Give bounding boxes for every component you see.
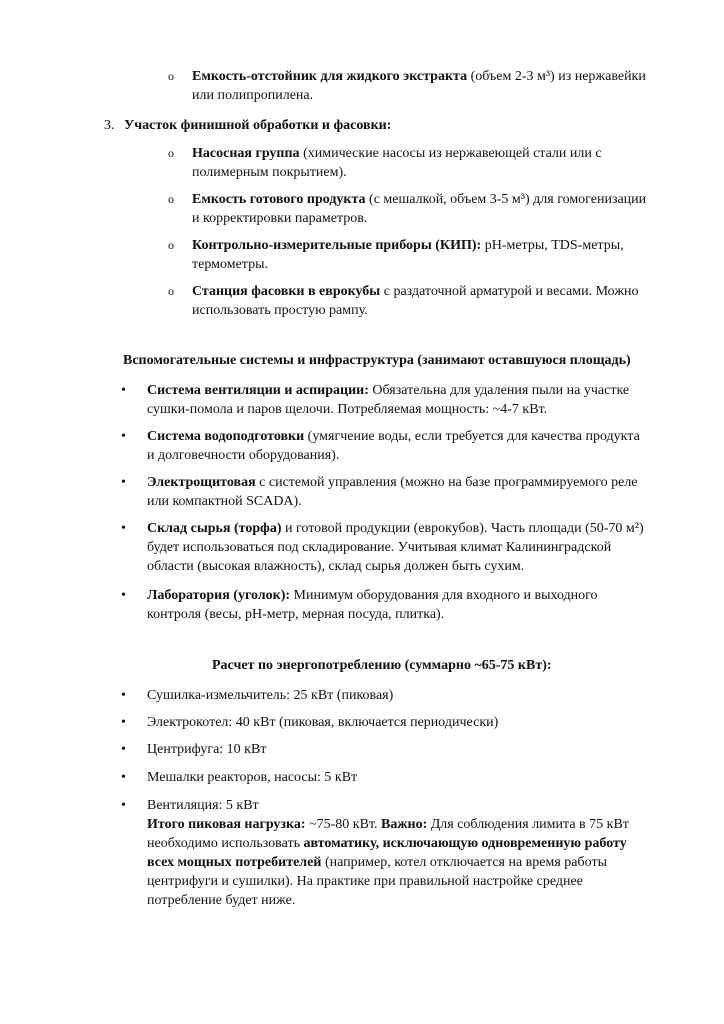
item-text: и готовой продукции (еврокубов). Часть площади (50-70 м²) (281, 521, 644, 536)
item-text: Электрокотел: 40 кВт (пиковая, включается периодически) (147, 715, 499, 730)
circle-bullet-icon: o (168, 146, 174, 160)
bullet-icon: • (121, 475, 126, 490)
total-text: необходимо использовать (147, 836, 304, 851)
list-item-warehouse (121, 519, 667, 576)
item-text: (химические насосы из нержавеющей стали или с (299, 146, 602, 161)
item-text: с системой управления (можно на базе программируемого реле (255, 475, 638, 490)
item-bold-label: Система водоподготовки (147, 429, 305, 444)
item-bold-label: Контрольно-измерительные приборы (КИП): (192, 238, 482, 253)
circle-bullet-icon: o (168, 238, 174, 252)
bullet-icon: • (121, 521, 126, 536)
item-line-1 (147, 473, 667, 492)
item-bold-label: Склад сырья (торфа) (147, 521, 282, 536)
total-bold-phrase: всех мощных потребителей (147, 855, 322, 870)
item-text: (умягчение воды, если требуется для качества продукта (304, 429, 640, 444)
item-line-1 (192, 144, 672, 163)
item-bold-label: Система вентиляции и аспирации: (147, 383, 369, 398)
circle-bullet-icon: o (168, 284, 174, 298)
item-line-1 (147, 381, 667, 400)
list-item-boiler (121, 713, 667, 732)
list-item-switchboard (121, 473, 667, 511)
list-item-pump-group (168, 144, 672, 182)
item-line-1 (192, 282, 672, 301)
item-line-1 (147, 586, 667, 605)
item-bold-label: Электрощитовая (147, 475, 256, 490)
item-bold-label: Станция фасовки в еврокубы (192, 284, 381, 299)
energy-heading: Расчет по энергопотреблению (суммарно ~65-75 кВт): (212, 658, 552, 673)
bullet-icon: • (121, 742, 126, 757)
bullet-icon: • (121, 715, 126, 730)
item-bold-label: Насосная группа (192, 146, 300, 161)
item-line-1 (147, 519, 667, 538)
list-item-settling-tank (168, 67, 672, 105)
item-text: Вентиляция: 5 кВт (147, 798, 259, 813)
total-line-1 (147, 815, 667, 834)
item-text: Центрифуга: 10 кВт (147, 742, 267, 757)
list-item-ventilation-power (121, 796, 667, 910)
item-text: Сушилка-измельчитель: 25 кВт (пиковая) (147, 688, 394, 703)
bullet-icon: • (121, 688, 126, 703)
item-line-2: или компактной SCADA). (147, 494, 302, 509)
item-line-2: и долговечности оборудования). (147, 448, 340, 463)
total-line-4: центрифуги и сушилки). На практике при правильной настройке среднее (147, 874, 583, 889)
list-item-centrifuge (121, 740, 667, 759)
list-item-mixers (121, 768, 667, 787)
bullet-icon: • (121, 770, 126, 785)
item-line-1 (147, 427, 667, 446)
item-text: (с мешалкой, объем 3-5 м³) для гомогенизации (365, 192, 647, 207)
item-text: pH-метры, TDS-метры, (481, 238, 624, 253)
item-line-2: или полипропилена. (192, 88, 314, 103)
total-bold-label: Итого пиковая нагрузка: (147, 817, 306, 832)
total-text: (например, котел отключается на время работы (321, 855, 607, 870)
total-text: ~75-80 кВт. (305, 817, 382, 832)
item-text: Обязательна для удаления пыли на участке (368, 383, 630, 398)
total-text: Для соблюдения лимита в 75 кВт (427, 817, 629, 832)
item-bold-label: Емкость готового продукта (192, 192, 366, 207)
list-item-water-treatment (121, 427, 667, 465)
item-line-2: использовать простую рампу. (192, 303, 368, 318)
item-line-2: термометры. (192, 257, 268, 272)
item-line-2: будет использоваться под складирование. Учитывая климат Калининградской (147, 540, 612, 555)
section-title: Участок финишной обработки и фасовки: (124, 118, 392, 133)
list-item-product-tank (168, 190, 672, 228)
item-line-1 (192, 236, 672, 255)
item-text: с раздаточной арматурой и весами. Можно (380, 284, 639, 299)
section-3-heading (104, 116, 392, 135)
item-line-2: сушки-помола и паров щелочи. Потребляемая мощность: ~4-7 кВт. (147, 402, 548, 417)
item-text: (объем 2-3 м³) из нержавейки (467, 69, 646, 84)
bullet-icon: • (121, 383, 126, 398)
item-line-3: области (высокая влажность), склад сырья должен быть сухим. (147, 559, 525, 574)
bullet-icon: • (121, 588, 126, 603)
list-item-instruments (168, 236, 672, 274)
item-bold-label: Лаборатория (уголок): (147, 588, 291, 603)
list-item-ventilation (121, 381, 667, 419)
total-line-3 (147, 853, 667, 872)
circle-bullet-icon: o (168, 69, 174, 83)
item-line-1 (192, 67, 672, 86)
item-line-2: и корректировки параметров. (192, 211, 368, 226)
aux-systems-heading: Вспомогательные системы и инфраструктура (занимают оставшуюся площадь) (123, 353, 631, 368)
list-item-dryer (121, 686, 667, 705)
list-item-filling-station (168, 282, 672, 320)
item-line-2: контроля (весы, pH-метр, мерная посуда, плитка). (147, 607, 445, 622)
item-text: Минимум оборудования для входного и выходного (290, 588, 598, 603)
bullet-icon: • (121, 798, 126, 813)
total-line-5: потребление будет ниже. (147, 893, 296, 908)
total-bold-phrase: автоматику, исключающую одновременную работу (303, 836, 627, 851)
section-number: 3. (104, 118, 115, 133)
list-item-laboratory (121, 586, 667, 624)
item-line-2: полимерным покрытием). (192, 165, 347, 180)
circle-bullet-icon: o (168, 192, 174, 206)
item-bold-label: Емкость-отстойник для жидкого экстракта (192, 69, 468, 84)
total-line-2 (147, 834, 667, 853)
important-label: Важно: (381, 817, 428, 832)
bullet-icon: • (121, 429, 126, 444)
item-line-1 (192, 190, 672, 209)
item-text: Мешалки реакторов, насосы: 5 кВт (147, 770, 358, 785)
